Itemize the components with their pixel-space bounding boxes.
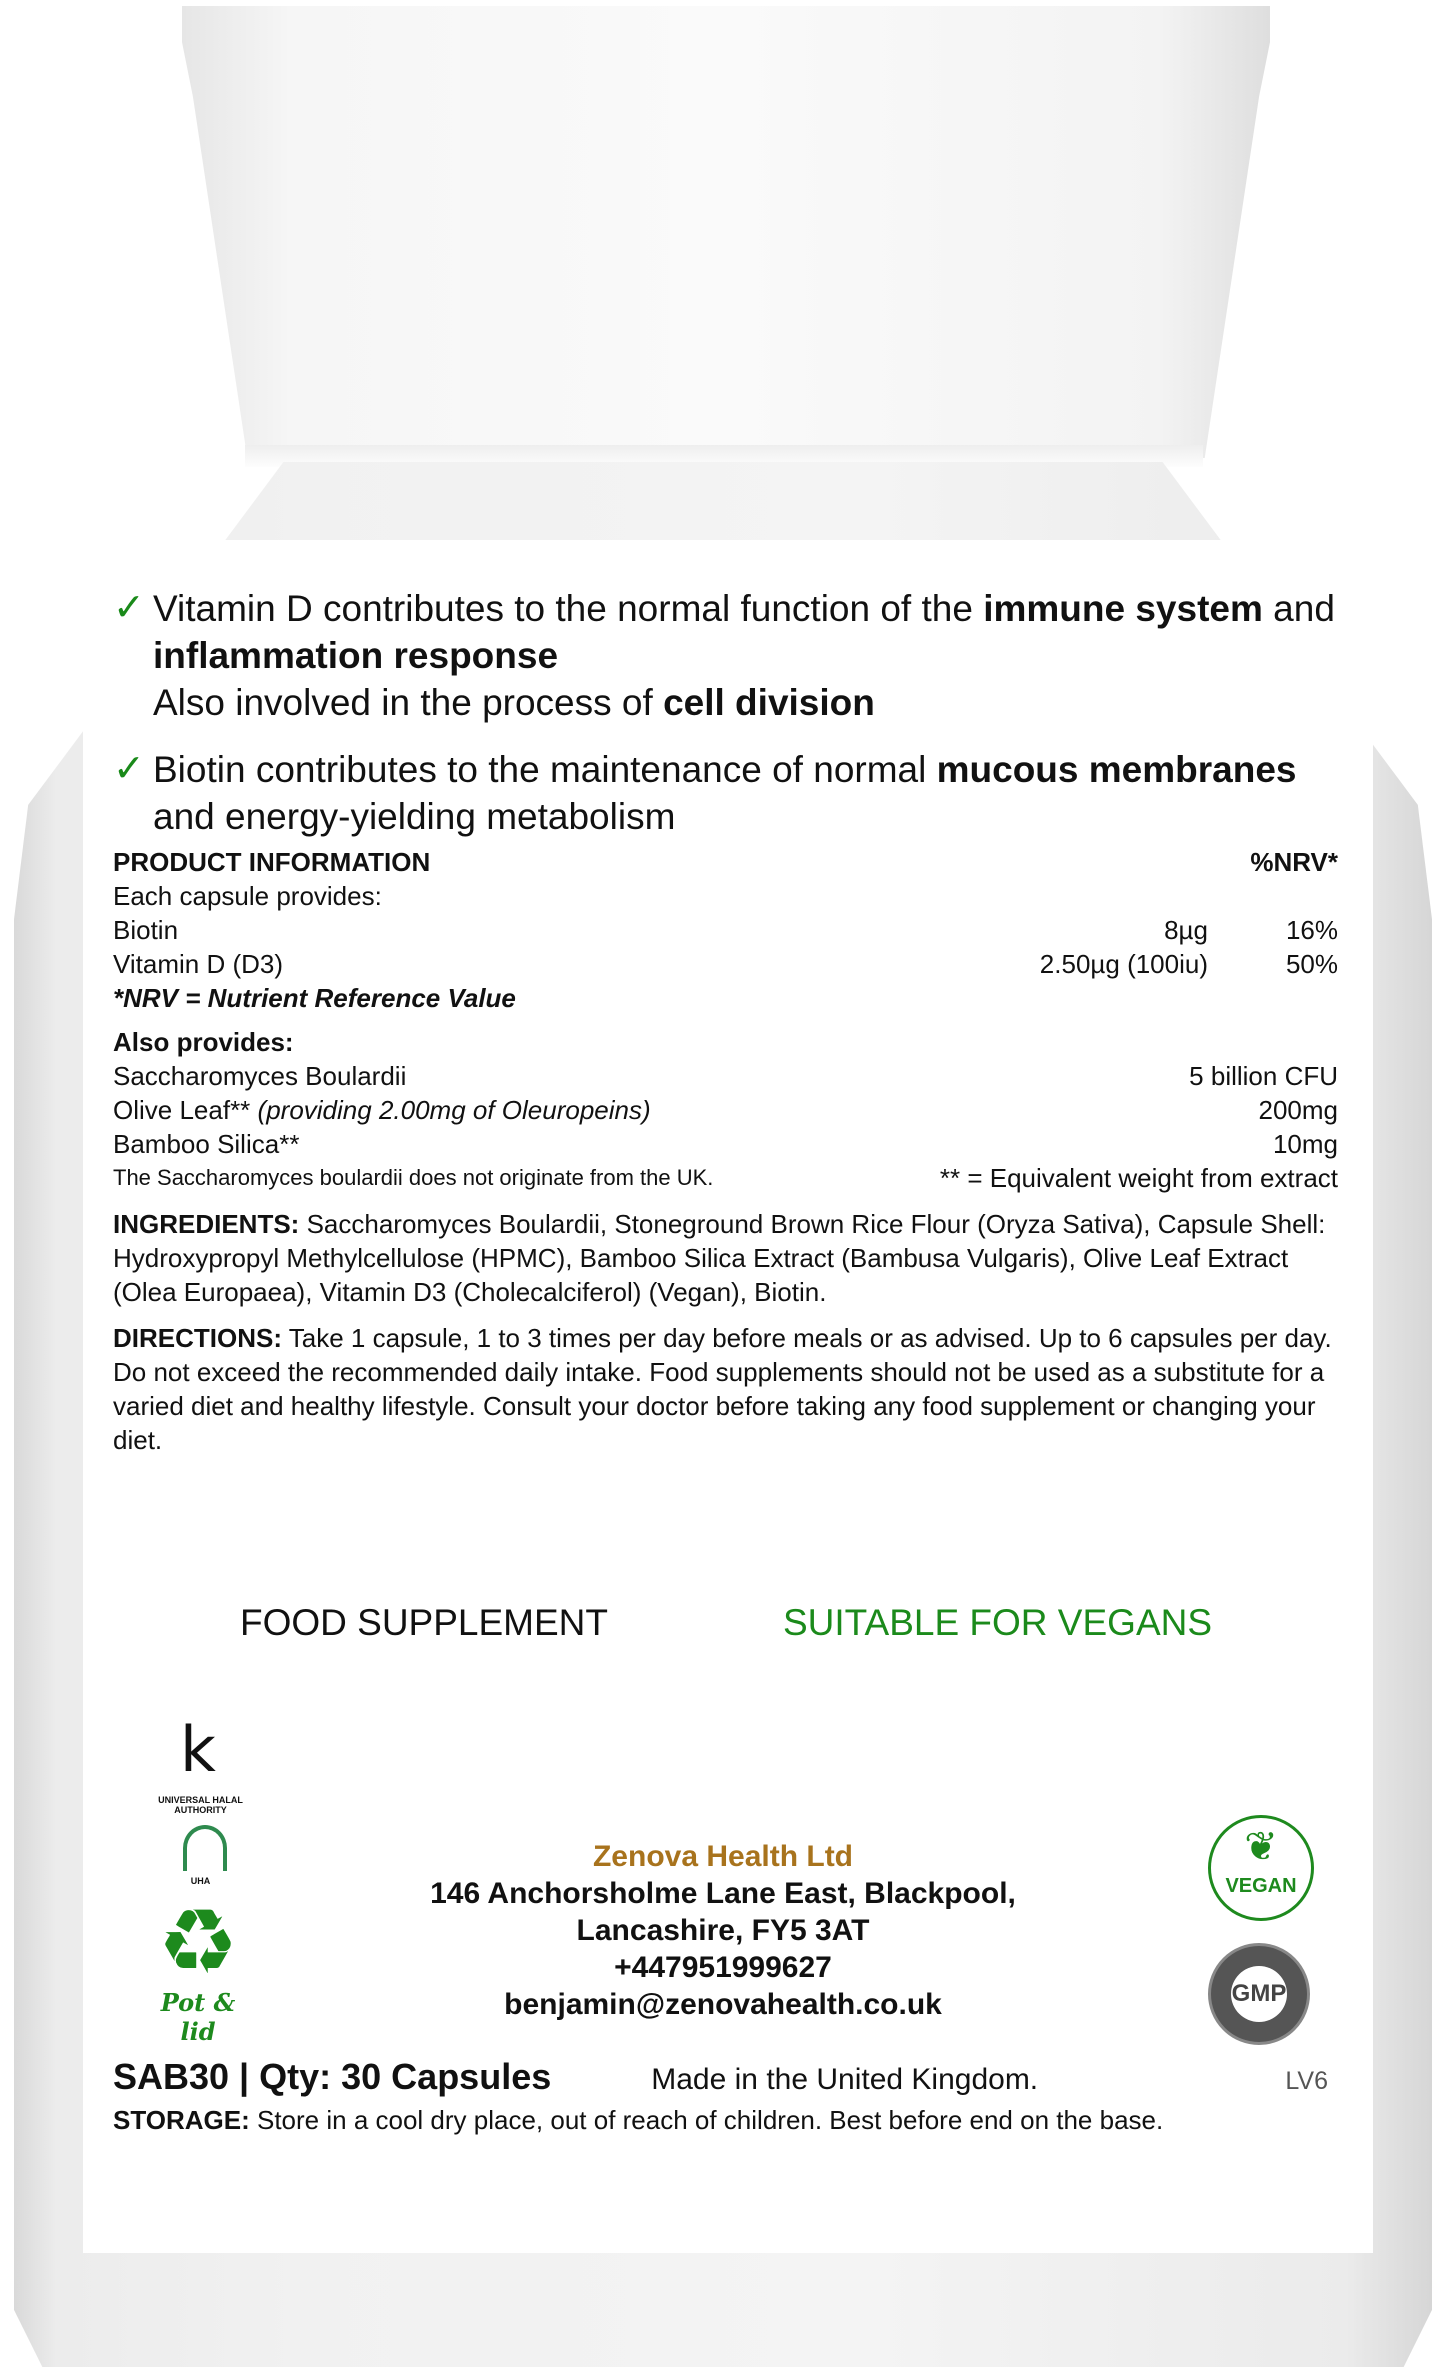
extract-note: ** = Equivalent weight from extract <box>939 1163 1338 1193</box>
pot-lid-text: Pot & lid <box>160 1988 236 2046</box>
checkmark-icon: ✓ <box>113 587 145 629</box>
kosher-icon: k <box>180 1713 216 1786</box>
claim-vitamin-d: ✓ Vitamin D contributes to the normal function of the immune system and inflammation response Also involved in the process of cell division <box>113 585 1338 726</box>
product-label <box>83 540 1373 2253</box>
sku-quantity: SAB30 | Qty: 30 Capsules <box>113 2056 552 2097</box>
nutrient-row: Biotin 8µg 16% <box>113 915 1338 945</box>
nutrient-row: Vitamin D (D3) 2.50µg (100iu) 50% <box>113 949 1338 979</box>
recycle-icon: ♻ <box>157 1893 239 1993</box>
checkmark-icon: ✓ <box>113 748 145 790</box>
quality-badges <box>1208 1815 1318 2045</box>
gmp-badge-icon: GMP <box>1208 1943 1310 2045</box>
extra-row: Saccharomyces Boulardii 5 billion CFU <box>113 1061 1338 1091</box>
nrv-header: %NRV* <box>1250 847 1338 877</box>
address-line-2: Lancashire, FY5 3AT <box>576 1914 870 1947</box>
each-capsule-text: Each capsule provides: <box>113 881 382 911</box>
extra-row: Bamboo Silica** 10mg <box>113 1129 1338 1159</box>
halal-icon: UNIVERSAL HALAL AUTHORITY UHA <box>158 1795 243 1886</box>
address-line-1: 146 Anchorsholme Lane East, Blackpool, <box>430 1877 1016 1910</box>
suitable-vegans-text: SUITABLE FOR VEGANS <box>783 1602 1213 1643</box>
company-name: Zenova Health Ltd <box>592 1840 854 1873</box>
also-provides-heading: Also provides: <box>113 1027 294 1057</box>
origin-note: The Saccharomyces boulardii does not originate from the UK. <box>113 1165 714 1190</box>
bottle-cap <box>182 6 1270 458</box>
certification-logos <box>153 1715 243 2046</box>
footer-line <box>113 2056 1338 2098</box>
health-claims <box>113 585 1338 860</box>
extra-row: Olive Leaf** (providing 2.00mg of Oleuropeins) 200mg <box>113 1095 1338 1125</box>
directions: DIRECTIONS: Take 1 capsule, 1 to 3 times per day before meals or as advised. Up to 6 capsules per day. Do not exceed the recommended daily intake. Food supplements should not be used as a substitute for a varied diet and healthy lifestyle. Consult your doctor before taking any food supplement or changing your diet. <box>113 1323 1332 1455</box>
vegan-badge-icon: ❦ VEGAN <box>1208 1815 1314 1921</box>
storage: STORAGE: Store in a cool dry place, out of reach of children. Best before end on the base. <box>113 2105 1164 2135</box>
nrv-note: *NRV = Nutrient Reference Value <box>113 983 516 1013</box>
ingredients: INGREDIENTS: Saccharomyces Boulardii, Stoneground Brown Rice Flour (Oryza Sativa), Capsule Shell: Hydroxypropyl Methylcellulose (HPMC), Bamboo Silica Extract (Bambusa Vulgaris), Olive Leaf Extract (Olea Europaea), Vitamin D3 (Cholecalciferol) (Vegan), Biotin. <box>113 1209 1326 1307</box>
leaf-icon: ❦ <box>1244 1825 1278 1869</box>
product-information <box>113 845 1338 1457</box>
email: benjamin@zenovahealth.co.uk <box>504 1988 942 2021</box>
lot-code: LV6 <box>1285 2067 1328 2095</box>
product-info-heading: PRODUCT INFORMATION <box>113 847 431 877</box>
made-in: Made in the United Kingdom. <box>651 2063 1039 2096</box>
phone: +447951999627 <box>614 1951 832 1984</box>
food-supplement-text: FOOD SUPPLEMENT <box>240 1602 608 1643</box>
company-address <box>283 1838 1163 2023</box>
claim-biotin: ✓ Biotin contributes to the maintenance of normal mucous membranes and energy-yielding metabolism <box>113 746 1338 840</box>
